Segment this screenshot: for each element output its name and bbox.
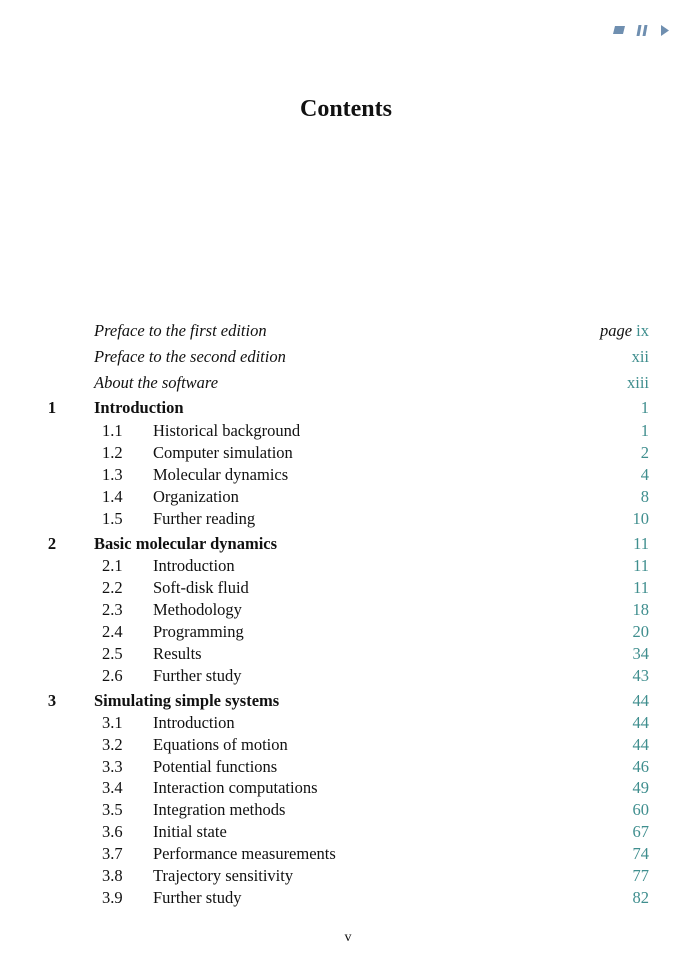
toc-section[interactable] xyxy=(0,599,700,621)
section-number: 2.4 xyxy=(102,622,123,641)
page-number-footer: v xyxy=(344,930,352,945)
page-word: page xyxy=(599,321,633,340)
section-title: Programming xyxy=(153,622,244,641)
toc-section[interactable] xyxy=(0,508,700,530)
pause-icon[interactable] xyxy=(635,24,649,36)
page-link[interactable]: 18 xyxy=(632,600,649,619)
page-link[interactable]: 2 xyxy=(640,443,649,462)
toc-section[interactable] xyxy=(0,799,700,821)
section-title: Computer simulation xyxy=(153,443,293,462)
section-number: 3.8 xyxy=(102,866,123,885)
page-link[interactable]: 44 xyxy=(632,735,649,754)
page-link[interactable]: 49 xyxy=(632,778,649,797)
section-number: 2.3 xyxy=(102,600,123,619)
section-title: Trajectory sensitivity xyxy=(153,866,294,885)
toc-front-entry[interactable] xyxy=(0,320,700,342)
toc-section[interactable] xyxy=(0,665,700,687)
section-title: Molecular dynamics xyxy=(153,465,289,484)
section-title: Further study xyxy=(153,888,242,907)
viewer-controls xyxy=(612,24,672,36)
chapter-title: Introduction xyxy=(94,398,184,417)
toc-section[interactable] xyxy=(0,843,700,865)
page-link[interactable]: 11 xyxy=(633,556,649,575)
toc-section[interactable] xyxy=(0,887,700,909)
section-title: Further study xyxy=(153,666,242,685)
page-title: Contents xyxy=(299,96,392,122)
toc-section[interactable] xyxy=(0,756,700,778)
section-title: Soft-disk fluid xyxy=(153,578,249,597)
page-link[interactable]: 60 xyxy=(632,800,649,819)
page-link[interactable]: 11 xyxy=(633,534,649,553)
page-link[interactable]: 46 xyxy=(632,757,649,776)
toc-section[interactable] xyxy=(0,865,700,887)
page-link[interactable]: 1 xyxy=(640,398,649,417)
toc-front-entry[interactable] xyxy=(0,346,700,368)
page-link[interactable]: xii xyxy=(631,347,649,366)
page-link[interactable]: 4 xyxy=(640,465,649,484)
section-number: 2.2 xyxy=(102,578,123,597)
section-title: Results xyxy=(153,644,202,663)
section-number: 3.1 xyxy=(102,713,123,732)
section-number: 1.1 xyxy=(102,421,123,440)
page-link[interactable]: 34 xyxy=(632,644,649,663)
toc-section[interactable] xyxy=(0,555,700,577)
play-icon[interactable] xyxy=(658,24,672,36)
section-number: 3.5 xyxy=(102,800,123,819)
front-matter-title: Preface to the first edition xyxy=(94,321,267,340)
chapter-number: 1 xyxy=(47,398,57,417)
page-link[interactable]: page ix xyxy=(599,321,649,340)
toc-section[interactable] xyxy=(0,486,700,508)
page-link[interactable]: 20 xyxy=(632,622,649,641)
page-link[interactable]: 67 xyxy=(632,822,649,841)
toc-front-entry[interactable] xyxy=(0,372,700,394)
toc-chapter[interactable] xyxy=(0,397,700,419)
section-title: Introduction xyxy=(153,556,235,575)
chapter-title: Basic molecular dynamics xyxy=(94,534,278,553)
page-link[interactable]: 82 xyxy=(632,888,649,907)
section-number: 3.7 xyxy=(102,844,123,863)
front-matter-title: Preface to the second edition xyxy=(94,347,286,366)
section-number: 3.9 xyxy=(102,888,123,907)
section-title: Equations of motion xyxy=(153,735,288,754)
section-title: Initial state xyxy=(153,822,227,841)
chapter-number: 3 xyxy=(47,691,57,710)
section-title: Methodology xyxy=(153,600,242,619)
page-link[interactable]: 8 xyxy=(640,487,649,506)
section-title: Historical background xyxy=(153,421,301,440)
section-title: Interaction computations xyxy=(153,778,318,797)
section-number: 3.3 xyxy=(102,757,123,776)
toc-section[interactable] xyxy=(0,577,700,599)
toc-section[interactable] xyxy=(0,621,700,643)
toc-chapter[interactable] xyxy=(0,690,700,712)
section-number: 3.6 xyxy=(102,822,123,841)
section-number: 2.1 xyxy=(102,556,123,575)
chapter-number: 2 xyxy=(47,534,57,553)
section-number: 1.2 xyxy=(102,443,123,462)
front-matter-title: About the software xyxy=(94,373,219,392)
section-title: Further reading xyxy=(153,509,256,528)
toc-section[interactable] xyxy=(0,777,700,799)
page-link[interactable]: 43 xyxy=(632,666,649,685)
toc-section[interactable] xyxy=(0,734,700,756)
toc-section[interactable] xyxy=(0,821,700,843)
toc-chapter[interactable] xyxy=(0,533,700,555)
page-link[interactable]: 44 xyxy=(632,691,649,710)
section-title: Performance measurements xyxy=(153,844,336,863)
section-number: 3.2 xyxy=(102,735,123,754)
page-link[interactable]: 74 xyxy=(632,844,649,863)
stop-icon[interactable] xyxy=(612,24,626,36)
page-link[interactable]: 10 xyxy=(632,509,649,528)
section-number: 1.4 xyxy=(102,487,123,506)
section-number: 2.5 xyxy=(102,644,123,663)
toc-section[interactable] xyxy=(0,464,700,486)
section-number: 2.6 xyxy=(102,666,123,685)
section-number: 1.5 xyxy=(102,509,123,528)
toc-section[interactable] xyxy=(0,420,700,442)
chapter-title: Simulating simple systems xyxy=(94,691,280,710)
page-link[interactable]: xiii xyxy=(626,373,649,392)
section-title: Organization xyxy=(153,487,239,506)
section-number: 3.4 xyxy=(102,778,123,797)
section-number: 1.3 xyxy=(102,465,123,484)
page-link[interactable]: 11 xyxy=(633,578,649,597)
toc-section[interactable] xyxy=(0,712,700,734)
section-title: Potential functions xyxy=(153,757,278,776)
page-link[interactable]: 1 xyxy=(640,421,649,440)
section-title: Introduction xyxy=(153,713,235,732)
toc-section[interactable] xyxy=(0,643,700,665)
section-title: Integration methods xyxy=(153,800,286,819)
page-link[interactable]: 44 xyxy=(632,713,649,732)
toc-section[interactable] xyxy=(0,442,700,464)
page-link[interactable]: 77 xyxy=(632,866,649,885)
